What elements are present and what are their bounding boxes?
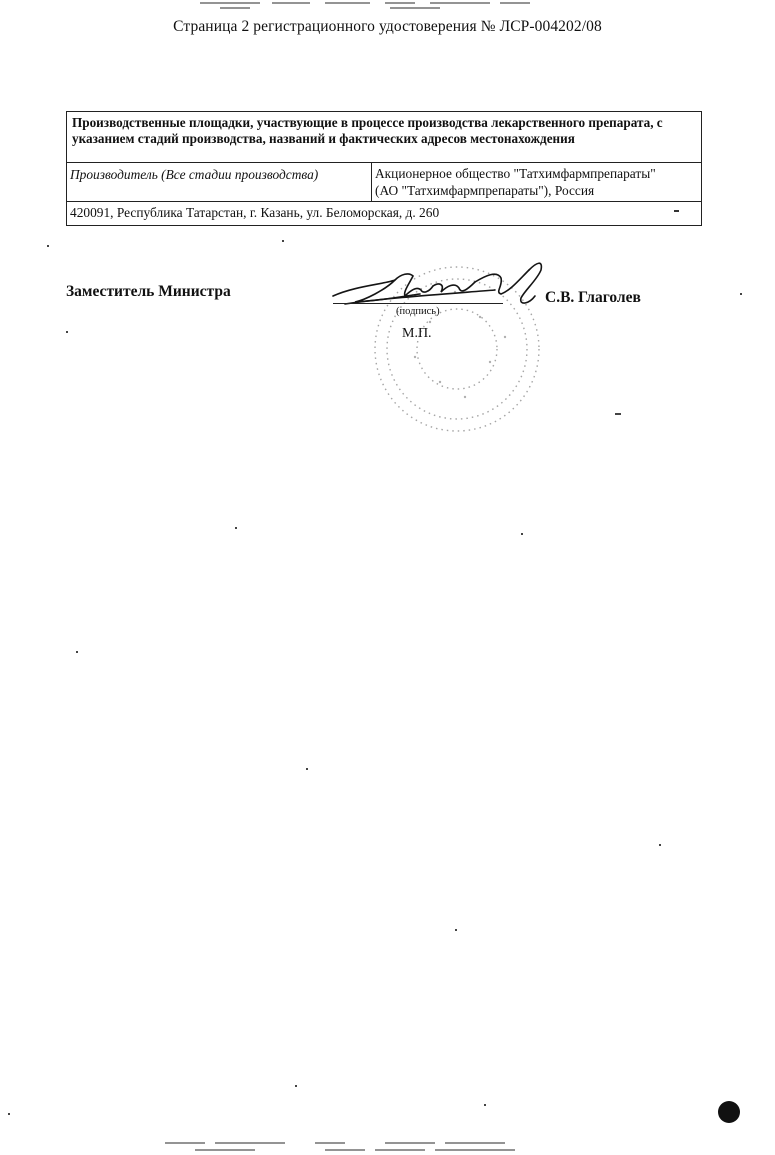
handwritten-signature (325, 256, 565, 316)
scan-speck (615, 413, 621, 415)
production-sites-heading: Производственные площадки, участвующие в процессе производства лекарственного препарата, с указанием стадий производства, названий и фактических адресов местонахождения (67, 112, 701, 163)
scan-speck (659, 844, 661, 846)
signer-name: С.В. Глаголев (545, 289, 641, 306)
page-title: Страница 2 регистрационного удостоверения № ЛСР-004202/08 (173, 18, 602, 35)
scan-speck (306, 768, 308, 770)
scan-speck (8, 1113, 10, 1115)
scan-artifact-top (200, 0, 540, 10)
scan-speck (521, 533, 523, 535)
scan-speck (66, 331, 68, 333)
manufacturer-company (372, 163, 701, 201)
company-name-line: Акционерное общество "Татхимфармпрепараты" (375, 166, 656, 181)
company-short-name-line: (АО "Татхимфармпрепараты"), Россия (375, 183, 595, 198)
scan-blot (718, 1101, 740, 1123)
production-sites-table (66, 111, 702, 226)
scan-speck (455, 929, 457, 931)
signer-position: Заместитель Министра (66, 283, 231, 300)
scan-speck (295, 1085, 297, 1087)
scan-speck (740, 293, 742, 295)
stamp-place-mark: М.П. (402, 326, 432, 341)
scan-speck (47, 245, 49, 247)
manufacturer-row (67, 163, 701, 202)
scan-speck (76, 651, 78, 653)
scan-artifact-bottom (165, 1140, 525, 1155)
signature-caption: (подпись) (396, 306, 440, 317)
address-text: 420091, Республика Татарстан, г. Казань, ул. Беломорская, д. 260 (70, 205, 440, 220)
scan-speck (235, 527, 237, 529)
scan-speck (282, 240, 284, 242)
manufacturer-address (67, 202, 701, 225)
manufacturer-role: Производитель (Все стадии производства) (67, 163, 372, 201)
signature-line (333, 303, 503, 304)
scan-speck (484, 1104, 486, 1106)
scan-speck (674, 210, 679, 212)
